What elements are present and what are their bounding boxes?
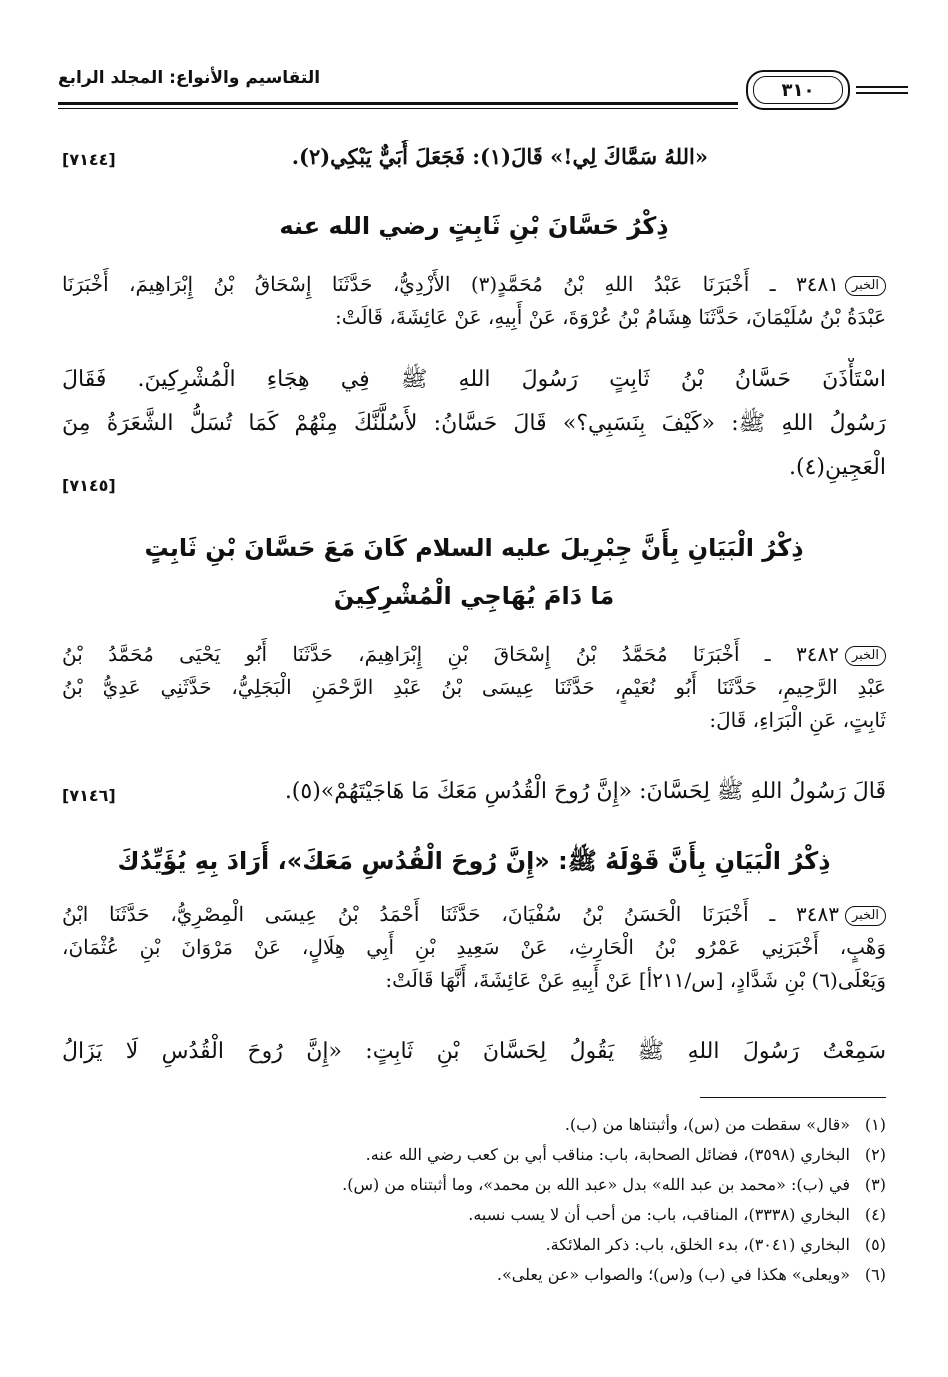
footnote xyxy=(62,1140,886,1170)
isnad-line: عَبْدَةُ بْنُ سُلَيْمَانَ، حَدَّثَنَا هِشَامُ بْنُ عُرْوَةَ، عَنْ أَبِيهِ، عَنْ عَائِشَةَ، قَالَتْ: xyxy=(334,305,886,329)
isnad-line xyxy=(62,898,886,931)
header-ornament-rule xyxy=(856,86,908,88)
footnote xyxy=(62,1260,886,1290)
footnotes xyxy=(62,1110,886,1290)
matn-line: رَسُولُ اللهِ ﷺ: «كَيْفَ بِنَسَبِي؟» قَالَ حَسَّانُ: لأَسُلَّنَّكَ مِنْهُمْ كَمَا تُسَلُّ الشَّعَرَةُ مِنَ xyxy=(62,411,886,436)
footnote-number: (٥) xyxy=(864,1235,886,1254)
footnote-text: «ويعلى» هكذا في (ب) و(س)؛ والصواب «عن يعلى». xyxy=(496,1265,850,1284)
footnote-text: «قال» سقطت من (س)، وأثبتناها من (ب). xyxy=(564,1115,850,1134)
matn-block xyxy=(62,358,886,490)
hadith-ref: [٧١٤٦] xyxy=(62,786,116,805)
footnote-number: (٣) xyxy=(864,1175,886,1194)
footnote-number: (٤) xyxy=(864,1205,886,1224)
isnad-text: ٣٤٨٢ ـ أَخْبَرَنَا مُحَمَّدُ بْنُ إِسْحَاقَ بْنِ إِبْرَاهِيمَ، حَدَّثَنَا أَبُو يَحْيَى مُحَمَّدُ بْنُ xyxy=(62,642,839,666)
footnote-text: في (ب): «محمد بن عبد الله» بدل «عبد الله بن محمد»، وما أثبتناه من (س). xyxy=(342,1175,850,1194)
isnad-line: عَبْدِ الرَّحِيمِ، حَدَّثَنَا أَبُو نُعَيْمٍ، حَدَّثَنَا عِيسَى بْنُ عَبْدِ الرَّحْمَنِ الْبَجَلِيُّ، حَدَّثَنِي عَدِيُّ بْنُ xyxy=(62,675,886,699)
isnad-line: وَيَعْلَى(٦) بْنِ شَدَّادٍ، [س/٢١١أ] عَنْ أَبِيهِ عَنْ عَائِشَةَ، أَنَّهَا قَالَتْ: xyxy=(385,968,886,992)
footnote xyxy=(62,1200,886,1230)
page-number-frame xyxy=(746,70,850,110)
footnote-number: (٦) xyxy=(864,1265,886,1284)
text-line: «اللهُ سَمَّاكَ لِي!» قَالَ(١): فَجَعَلَ أُبَيٌّ يَبْكِي(٢). xyxy=(291,144,708,169)
book-title: التقاسيم والأنواع: المجلد الرابع xyxy=(58,68,321,88)
header-rule-thin xyxy=(58,108,738,109)
footnote-rule xyxy=(700,1097,886,1098)
hadith-badge: الخبر xyxy=(845,906,886,926)
continuation-text xyxy=(200,140,708,173)
hadith-ref: [٧١٤٤] xyxy=(62,150,116,169)
footnote-number: (١) xyxy=(864,1115,886,1134)
section-heading: ذِكْرُ الْبَيَانِ بِأَنَّ قَوْلَهُ ﷺ: «إِنَّ رُوحَ الْقُدُسِ مَعَكَ»، أَرَادَ بِهِ يُؤَيِّدُكَ xyxy=(117,847,831,875)
page-header xyxy=(40,60,908,118)
matn-line: اسْتَأْذَنَ حَسَّانُ بْنُ ثَابِتٍ رَسُولَ اللهِ ﷺ فِي هِجَاءِ الْمُشْرِكِينَ. فَقَالَ xyxy=(62,367,886,392)
section-heading: ذِكْرُ حَسَّانَ بْنِ ثَابِتٍ رضي الله عنه xyxy=(279,212,669,240)
footnote xyxy=(62,1230,886,1260)
isnad-line xyxy=(62,638,886,671)
isnad-line: وَهْبٍ، أَخْبَرَنِي عَمْرُو بْنُ الْحَارِثِ، عَنْ سَعِيدِ بْنِ أَبِي هِلَالٍ، عَنْ مَرْوَانَ بْنِ عُثْمَانَ، xyxy=(62,935,886,959)
page-number: ٣١٠ xyxy=(753,76,843,104)
footnote-text: البخاري (٣٣٣٨)، المناقب، باب: من أحب أن لا يسب نسبه. xyxy=(468,1205,850,1224)
footnote xyxy=(62,1170,886,1200)
matn-line: قَالَ رَسُولُ اللهِ ﷺ لِحَسَّانَ: «إِنَّ رُوحَ الْقُدُسِ مَعَكَ مَا هَاجَيْتَهُمْ»(٥). xyxy=(284,779,886,804)
header-ornament-rule xyxy=(856,92,908,94)
isnad-line: ثَابِتٍ، عَنِ الْبَرَاءِ، قَالَ: xyxy=(709,708,886,732)
footnote xyxy=(62,1110,886,1140)
hadith-badge: الخبر xyxy=(845,646,886,666)
footnote-text: البخاري (٣٠٤١)، بدء الخلق، باب: ذكر الملائكة. xyxy=(545,1235,850,1254)
isnad-block xyxy=(62,898,886,997)
header-rule xyxy=(58,102,738,105)
hadith-badge: الخبر xyxy=(845,276,886,296)
isnad-line xyxy=(62,268,886,301)
section-heading: مَا دَامَ يُهَاجِي الْمُشْرِكِينَ xyxy=(333,582,615,610)
isnad-text: ٣٤٨٣ ـ أَخْبَرَنَا الْحَسَنُ بْنُ سُفْيَانَ، حَدَّثَنَا أَحْمَدُ بْنُ عِيسَى الْمِصْرِيُّ، حَدَّثَنَا ابْنُ xyxy=(62,902,839,926)
matn-block xyxy=(200,770,886,814)
isnad-block xyxy=(62,638,886,737)
matn-line: الْعَجِينِ(٤). xyxy=(788,455,886,480)
matn-block xyxy=(62,1030,886,1074)
isnad-block xyxy=(62,268,886,334)
isnad-text: ٣٤٨١ ـ أَخْبَرَنَا عَبْدُ اللهِ بْنُ مُحَمَّدٍ(٣) الأَزْدِيُّ، حَدَّثَنَا إِسْحَاقُ بْنُ إِبْرَاهِيمَ، أَخْبَرَنَا xyxy=(62,272,839,296)
footnote-text: البخاري (٣٥٩٨)، فضائل الصحابة، باب: مناقب أبي بن كعب رضي الله عنه. xyxy=(365,1145,850,1164)
footnote-number: (٢) xyxy=(864,1145,886,1164)
section-heading: ذِكْرُ الْبَيَانِ بِأَنَّ جِبْرِيلَ عليه السلام كَانَ مَعَ حَسَّانَ بْنِ ثَابِتٍ xyxy=(144,534,804,562)
hadith-ref: [٧١٤٥] xyxy=(62,476,116,495)
matn-line: سَمِعْتُ رَسُولَ اللهِ ﷺ يَقُولُ لِحَسَّانَ بْنِ ثَابِتٍ: «إِنَّ رُوحَ الْقُدُسِ لَا يَزَالُ xyxy=(62,1039,886,1064)
